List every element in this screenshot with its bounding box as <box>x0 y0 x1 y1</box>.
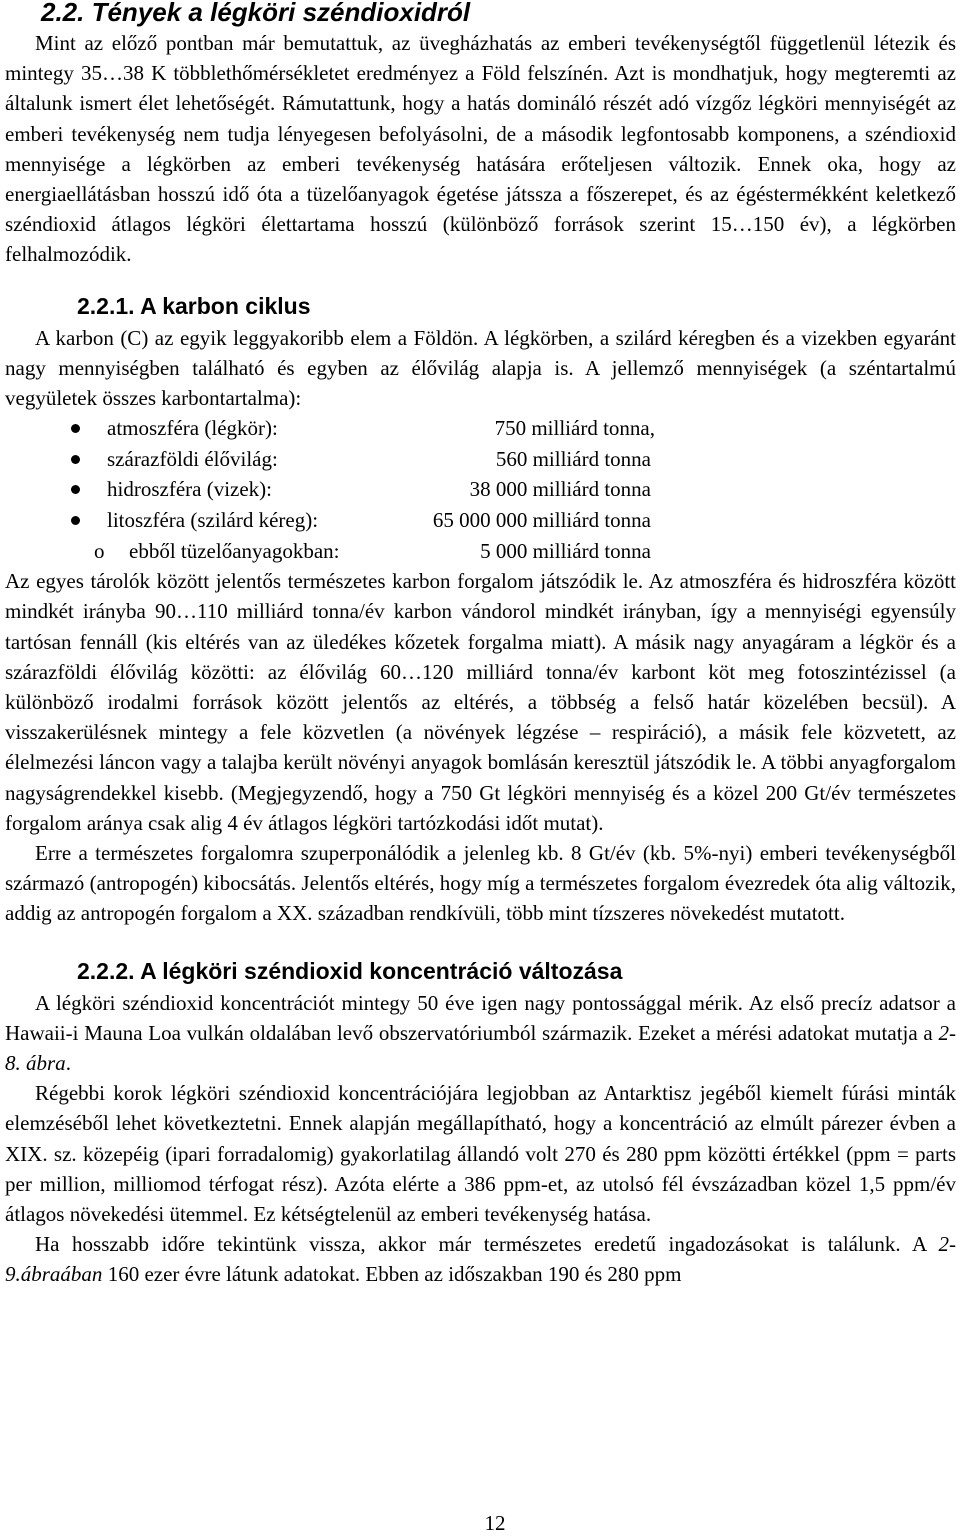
carbon-intro-paragraph: A karbon (C) az egyik leggyakoribb elem a Földön. A légkörben, a szilárd kéregben és a vizekben egyaránt nagy mennyiségben található és egyben az élővilág alapja is. A jellemző mennyiségek (a széntartalmú vegyületek összes karbontartalma): <box>5 325 956 411</box>
antarctic-paragraph: Régebbi korok légköri széndioxid koncentrációjára legjobban az Antarktisz jegéből kiemelt fúrási minták elemzéséből lehet következtetni. Ennek alapján megállapítható, hogy a koncentráció az elmúlt párezer évben a XIX. sz. közepéig (ipari forradalomig) gyakorlatilag állandó volt 270 és 280 ppm közötti értékkel (ppm = parts per million, milliomod térfogat rész). Azóta elérte a 386 ppm-et, az utolsó fél évszázadban közel 1,5 ppm/év átlagos növekedési ütemmel. Ez kétségtelenül az emberi tevékenység hatása. <box>5 1081 956 1227</box>
list-item-label: ebből tüzelőanyagokban: <box>129 538 340 563</box>
list-item <box>5 474 956 505</box>
figure-reference: 2-8. ábra <box>5 1020 956 1076</box>
text-run: . <box>65 1051 71 1076</box>
anthropogen-paragraph: Erre a természetes forgalomra szuperponálódik a jelenleg kb. 8 Gt/év (kb. 5%-nyi) emberi tevékenységből származó (antropogén) kibocsátás. Jelentős eltérés, hogy míg a természetes forgalom évezredek óta alig változik, addig az antropogén forgalom a XX. században rendkívüli, több mint tízszeres növekedést mutatott. <box>5 841 956 926</box>
list-item-label: litoszféra (szilárd kéreg): <box>107 508 319 533</box>
bullet-icon <box>71 516 80 525</box>
text-run: Ha hosszabb időre tekintünk vissza, akkor már természetes eredetű ingadozásokat is találunk. A <box>35 1232 939 1257</box>
list-item <box>5 536 956 567</box>
list-item-label: hidroszféra (vizek): <box>107 477 272 502</box>
carbon-reservoir-list <box>5 413 956 566</box>
subsection-heading-carbon-cycle: 2.2.1. A karbon ciklus <box>77 292 311 319</box>
list-item-label: atmoszféra (légkör): <box>107 416 278 441</box>
list-item <box>5 444 956 475</box>
bullet-icon <box>71 485 80 494</box>
page-number <box>0 1510 960 1536</box>
list-item-value: 560 milliárd tonna <box>495 446 651 471</box>
long-term-paragraph <box>5 1229 956 1289</box>
text-run: 160 ezer évre látunk adatokat. Ebben az időszakban 190 és 280 ppm <box>102 1262 682 1287</box>
list-item-value: 5 000 milliárd tonna <box>480 538 651 563</box>
list-item-value: 65 000 000 milliárd tonna <box>432 508 651 533</box>
bullet-icon <box>71 424 80 433</box>
mauna-loa-paragraph <box>5 988 956 1079</box>
section-heading: 2.2. Tények a légköri széndioxidról <box>41 0 471 27</box>
subsection-heading-co2-concentration: 2.2.2. A légköri széndioxid koncentráció változása <box>77 957 623 984</box>
list-item-label: szárazföldi élővilág: <box>107 446 278 471</box>
figure-reference: 2-9.ábraában <box>5 1232 956 1287</box>
list-item-value: 38 000 milliárd tonna <box>469 477 651 502</box>
sub-bullet-marker: o <box>94 538 105 563</box>
list-item <box>5 413 956 444</box>
carbon-flow-paragraph: Az egyes tárolók között jelentős természetes karbon forgalom játszódik le. Az atmoszféra és hidroszféra között mindkét irányba 90…110 milliárd tonna/év karbon vándorol mindkét irányban, így a mennyiségi egyensúly tartósan fennáll (kis eltérés van az üledékes kőzetek forgalma miatt). A másik nagy anyagáram a légkör és a szárazföldi élővilág közötti: az élővilág 60…120 milliárd tonna/év karbont köt meg fotoszintézissel (a különböző irodalmi források között jelentős az eltérés, a többség a felső határ közelében becsül). A visszakerülésnek mintegy a fele közvetlen (a növények légzése – respiráció), a másik fele közvetett, az élelmezési láncon vagy a talajba került növényi anyagok bomlásán keresztül játszódik le. A többi anyagforgalom nagyságrendekkel kisebb. (Megjegyzendő, hogy a 750 Gt légköri mennyiség és a közel 200 Gt/év természetes forgalom aránya csak alig 4 év átlagos légköri tartózkodási időt mutat). <box>5 569 956 835</box>
intro-paragraph: Mint az előző pontban már bemutattuk, az üvegházhatás az emberi tevékenységtől függetlenül létezik és mintegy 35…38 K többlethőmérsékletet eredményez a Föld felszínén. Azt is mondhatjuk, hogy megteremti az általunk ismert élet lehetőségét. Rámutattunk, hogy a hatás domináló részét adó vízgőz légköri mennyiségét az emberi tevékenység nem tudja lényegesen befolyásolni, de a második legfontosabb komponens, a széndioxid mennyisége a légkörben az emberi tevékenység hatására erőteljesen változik. Ennek oka, hogy az energiaellátásban hosszú idő óta a tüzelőanyagok égetése játssza a főszerepet, és az égéstermékként keletkező széndioxid átlagos légköri élettartama hosszú (különböző források szerint 15…150 év), a légkörben felhalmozódik. <box>5 31 956 267</box>
bullet-icon <box>71 455 80 464</box>
list-item <box>5 505 956 536</box>
list-item-value: 750 milliárd tonna, <box>494 416 655 441</box>
page-number-text: 12 <box>484 1511 506 1535</box>
text-run: A légköri széndioxid koncentrációt mintegy 50 éve igen nagy pontossággal mérik. Az első precíz adatsor a Hawaii-i Mauna Loa vulkán oldalában levő obszervatóriumból származik. Ezeket a mérési adatokat mutatja a <box>5 990 956 1045</box>
